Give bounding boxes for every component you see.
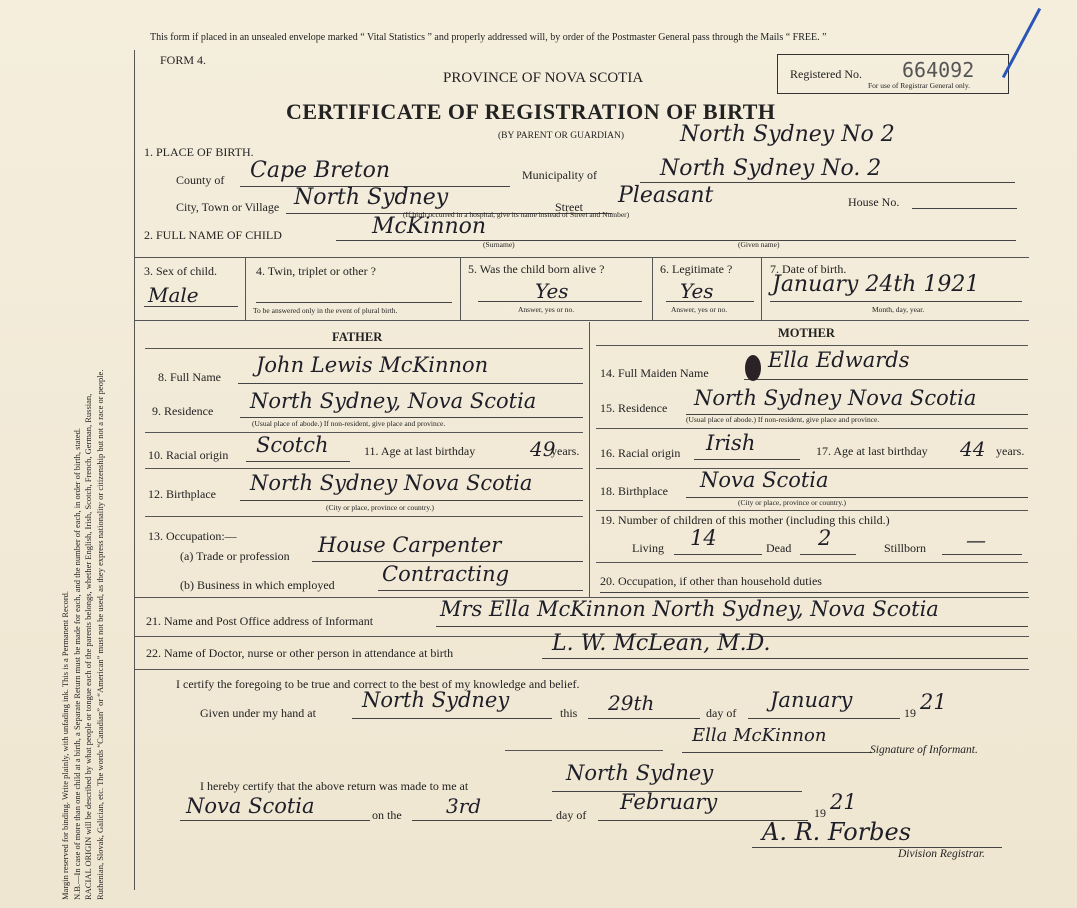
mother-res-note: (Usual place of abode.) If non-resident, give place and province. — [686, 415, 880, 424]
father-rule — [145, 432, 583, 433]
mother-name-line — [744, 379, 1028, 380]
day-line — [588, 718, 700, 719]
father-heading: FATHER — [332, 330, 383, 344]
child-name-label: 2. FULL NAME OF CHILD — [144, 228, 282, 242]
informant-label: 21. Name and Post Office address of Informant — [146, 614, 374, 628]
father-birthplace-value: North Sydney Nova Scotia — [250, 471, 533, 495]
given-label: Given under my hand at — [200, 706, 316, 720]
mother-age-value: 44 — [960, 437, 986, 461]
center-divider — [505, 750, 663, 751]
registered-label: Registered No. — [790, 67, 862, 81]
dead-line — [800, 554, 856, 555]
day-of-label: day of — [706, 706, 737, 720]
mother-rule — [596, 428, 1028, 429]
child-name-line — [336, 240, 1016, 241]
doctor-value: L. W. McLean, M.D. — [552, 631, 771, 656]
certificate-title: CERTIFICATE OF REGISTRATION OF BIRTH — [286, 99, 776, 124]
twin-line — [256, 302, 452, 303]
house-line — [912, 208, 1017, 209]
municipality-value: North Sydney No. 2 — [660, 156, 882, 181]
form-number: FORM 4. — [160, 53, 207, 67]
alive-label: 5. Was the child born alive ? — [468, 262, 605, 276]
margin-note-line: N.B.—In case of more than one child at a birth, a Separate Return must be made for each, and the number of each, in order of birth, stated. — [71, 427, 82, 900]
blue-pencil-mark — [1002, 8, 1041, 78]
mother-heading: MOTHER — [778, 326, 835, 340]
signature-line — [682, 752, 872, 753]
father-trade-label: (a) Trade or profession — [180, 549, 290, 563]
father-res-note: (Usual place of abode.) If non-resident, give place and province. — [252, 419, 446, 428]
city-value: North Sydney — [294, 185, 449, 210]
father-name-value: John Lewis McKinnon — [256, 353, 489, 377]
father-racial-line — [246, 461, 350, 462]
registered-note: For use of Registrar General only. — [868, 81, 970, 90]
mother-racial-value: Irish — [706, 431, 756, 455]
father-business-value: Contracting — [382, 562, 510, 586]
stillborn-line — [942, 554, 1022, 555]
year-prefix: 19 — [904, 706, 916, 720]
street-value: Pleasant — [618, 183, 714, 208]
mother-rule — [596, 510, 1028, 511]
stillborn-value: — — [966, 528, 986, 552]
given-name-note: (Given name) — [738, 240, 780, 249]
father-racial-value: Scotch — [256, 433, 329, 457]
mother-name-label: 14. Full Maiden Name — [600, 366, 709, 380]
sex-value: Male — [148, 283, 199, 307]
father-heading-rule — [145, 348, 583, 349]
dead-label: Dead — [766, 541, 792, 555]
father-business-line — [378, 590, 583, 591]
hospital-note: (If birth occurred in a hospital, give its name instead of Street and Number) — [403, 210, 630, 219]
mother-birthplace-note: (City or place, province or country.) — [738, 498, 847, 507]
date-label: 7. Date of birth. — [770, 262, 847, 276]
father-birthplace-label: 12. Birthplace — [148, 487, 216, 501]
margin-note-line: Margin reserved for binding. Write plainly, with unfading ink. This is a Permanent Record. — [60, 590, 70, 900]
mother-occupation-label: 20. Occupation, if other than household duties — [600, 574, 822, 588]
registrar-text: I hereby certify that the above return was made to me at — [200, 779, 469, 793]
col-divider — [460, 257, 461, 320]
father-rule — [145, 468, 583, 469]
registered-box — [777, 54, 1009, 94]
mother-occupation-line — [600, 592, 1028, 593]
col-divider — [245, 257, 246, 320]
sex-line — [144, 306, 238, 307]
legit-value: Yes — [680, 279, 714, 303]
row-top-rule — [134, 257, 1029, 258]
date-note: Month, day, year. — [872, 305, 925, 314]
by-parent-value: North Sydney No 2 — [680, 122, 895, 147]
sex-label: 3. Sex of child. — [144, 264, 217, 278]
mother-birthplace-label: 18. Birthplace — [600, 484, 668, 498]
alive-value: Yes — [535, 279, 569, 303]
living-line — [674, 554, 762, 555]
living-label: Living — [632, 541, 664, 555]
legit-note: Answer, yes or no. — [671, 305, 728, 314]
registrar-day: 3rd — [446, 794, 482, 818]
father-racial-label: 10. Racial origin — [148, 448, 229, 462]
doctor-label: 22. Name of Doctor, nurse or other person in attendance at birth — [146, 646, 454, 660]
registered-number: 664092 — [902, 58, 975, 82]
date-value: January 24th 1921 — [772, 272, 980, 297]
certify-text: I certify the foregoing to be true and correct to the best of my knowledge and belief. — [176, 677, 580, 691]
father-birthplace-line — [240, 500, 583, 501]
registrar-place2-line — [180, 820, 370, 821]
father-res-label: 9. Residence — [152, 404, 214, 418]
mail-notice: This form if placed in an unsealed envelope marked “ Vital Statistics ” and properly addressed will, by order of the Postmaster General pass through the Mails “ FREE. ” — [150, 32, 827, 43]
father-rule — [145, 516, 583, 517]
mother-racial-label: 16. Racial origin — [600, 446, 681, 460]
father-name-label: 8. Full Name — [158, 370, 221, 384]
twin-note: To be answered only in the event of plural birth. — [253, 306, 398, 315]
father-trade-value: House Carpenter — [318, 533, 502, 557]
father-age-value: 49 — [530, 437, 556, 461]
doctor-line — [542, 658, 1028, 659]
registrar-signature: A. R. Forbes — [762, 818, 912, 846]
signature-label: Signature of Informant. — [870, 744, 978, 756]
registrar-place: North Sydney — [566, 761, 714, 785]
informant-signature: Ella McKinnon — [692, 725, 827, 746]
house-label: House No. — [848, 195, 900, 209]
father-age-label: 11. Age at last birthday — [364, 444, 476, 458]
left-border — [134, 50, 135, 890]
municipality-label: Municipality of — [522, 168, 597, 182]
margin-notes — [60, 370, 106, 900]
mother-res-value: North Sydney Nova Scotia — [694, 386, 977, 410]
this-label: this — [560, 706, 578, 720]
given-month: January — [770, 688, 853, 712]
father-business-label: (b) Business in which employed — [180, 578, 335, 592]
informant-value: Mrs Ella McKinnon North Sydney, Nova Scotia — [440, 597, 939, 621]
mother-racial-line — [694, 459, 800, 460]
twin-label: 4. Twin, triplet or other ? — [256, 264, 376, 278]
by-parent-label: (BY PARENT OR GUARDIAN) — [498, 131, 625, 141]
county-value: Cape Breton — [250, 158, 391, 183]
alive-line — [478, 301, 642, 302]
col-divider — [652, 257, 653, 320]
legit-line — [666, 301, 754, 302]
month-line — [748, 718, 900, 719]
mother-rule — [596, 562, 1028, 563]
mother-age-label: 17. Age at last birthday — [816, 444, 928, 458]
city-label: City, Town or Village — [176, 200, 280, 214]
doctor-rule — [134, 669, 1029, 670]
mother-children-label: 19. Number of children of this mother (including this child.) — [600, 513, 890, 527]
stillborn-label: Stillborn — [884, 541, 927, 555]
mother-birthplace-value: Nova Scotia — [700, 468, 829, 492]
registrar-year-prefix: 19 — [814, 806, 826, 820]
registrar-place2: Nova Scotia — [186, 794, 315, 818]
living-value: 14 — [690, 526, 717, 550]
margin-note-line: RACIAL ORIGIN will be described by what people or tongue each of the parents belongs, whether English, Irish, Scotch, French, German, Russian, — [83, 393, 93, 900]
informant-line — [436, 626, 1028, 627]
father-res-value: North Sydney, Nova Scotia — [250, 389, 537, 413]
mother-res-label: 15. Residence — [600, 401, 668, 415]
row-bottom-rule — [134, 320, 1029, 321]
father-occupation-label: 13. Occupation:— — [148, 529, 237, 543]
dead-value: 2 — [818, 526, 832, 550]
registrar-day-of: day of — [556, 808, 587, 822]
place-of-birth-label: 1. PLACE OF BIRTH. — [144, 145, 254, 159]
given-place: North Sydney — [362, 688, 510, 712]
father-res-line — [240, 417, 583, 418]
registrar-month: February — [620, 790, 718, 814]
given-year: 21 — [920, 690, 947, 714]
date-line — [770, 301, 1022, 302]
father-years: years. — [551, 444, 580, 458]
given-day: 29th — [608, 691, 655, 715]
county-label: County of — [176, 173, 225, 187]
col-divider — [761, 257, 762, 320]
surname-note: (Surname) — [483, 240, 515, 249]
alive-note: Answer, yes or no. — [518, 305, 575, 314]
margin-note-line: Ruthenian, Slovak, Galician, etc. The words “Canadian” or “American” must not be used, as they express nationality or citizenship but not a race or people. — [94, 369, 105, 900]
mother-years: years. — [996, 444, 1025, 458]
on-the-label: on the — [372, 808, 402, 822]
mother-name-value: Ella Edwards — [768, 348, 910, 372]
parent-divider — [589, 322, 590, 597]
father-birthplace-note: (City or place, province or country.) — [326, 503, 435, 512]
child-surname: McKinnon — [372, 214, 487, 239]
registrar-year: 21 — [830, 790, 857, 814]
ink-blot — [745, 355, 761, 381]
registrar-label: Division Registrar. — [898, 848, 985, 860]
street-label: Street — [555, 200, 583, 214]
father-name-line — [238, 383, 583, 384]
given-place-line — [352, 718, 552, 719]
registrar-day-line — [412, 820, 552, 821]
province-heading: PROVINCE OF NOVA SCOTIA — [443, 70, 644, 86]
legit-label: 6. Legitimate ? — [660, 262, 733, 276]
mother-heading-rule — [596, 345, 1028, 346]
